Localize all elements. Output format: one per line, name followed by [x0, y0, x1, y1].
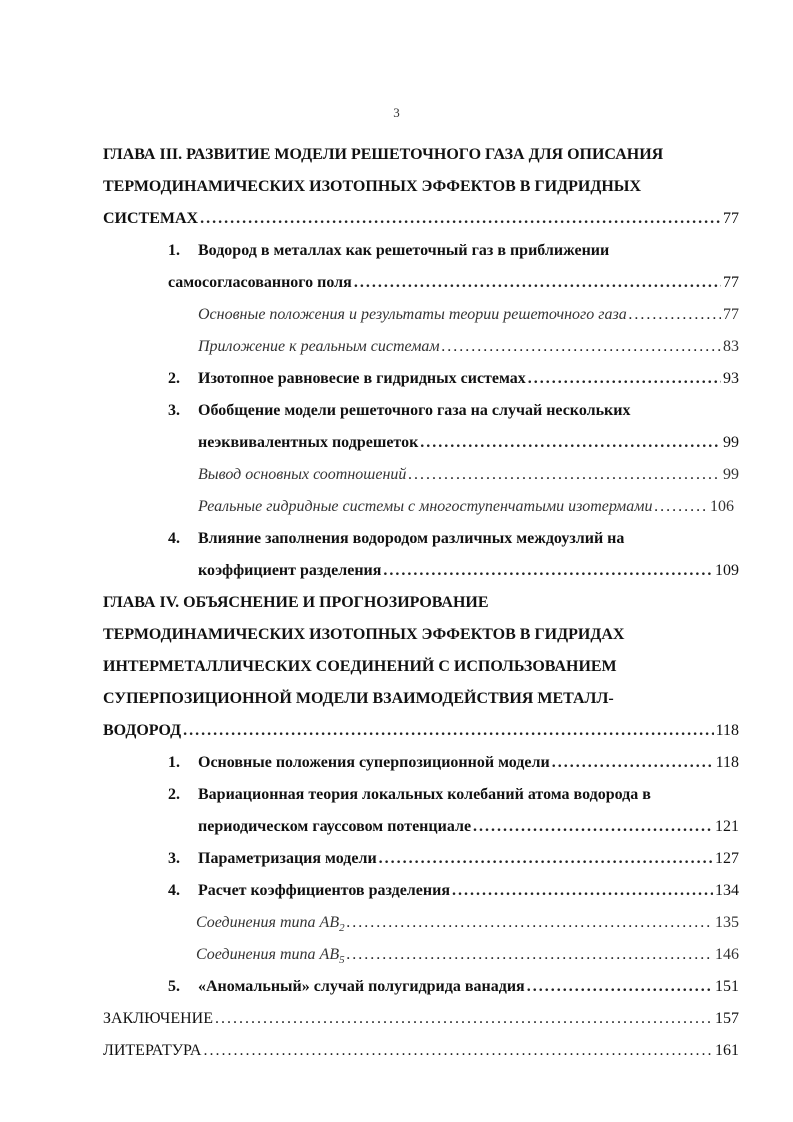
leader-dots: [183, 721, 713, 741]
leader-dots: [527, 977, 713, 997]
page-ref: 146: [715, 946, 739, 963]
section-title: «Аномальный» случай полугидрида ванадия: [198, 978, 525, 995]
chapter-4-title-line-1: ГЛАВА IV. ОБЪЯСНЕНИЕ И ПРОГНОЗИРОВАНИЕ: [103, 594, 489, 611]
leader-dots: [347, 945, 713, 965]
leader-dots: [629, 305, 721, 325]
section-3-1-entry[interactable]: [168, 273, 739, 293]
section-number: 3.: [168, 850, 180, 867]
page-ref: 121: [715, 818, 739, 835]
section-3-2-entry[interactable]: [168, 369, 739, 389]
leader-dots: [442, 337, 721, 357]
subsection-3-3-a[interactable]: [198, 465, 739, 485]
page-ref: 99: [723, 466, 739, 483]
leader-dots: [203, 1041, 713, 1061]
chapter-4-title-line-4: СУПЕРПОЗИЦИОННОЙ МОДЕЛИ ВЗАИМОДЕЙСТВИЯ МЕТАЛЛ-: [103, 690, 614, 707]
section-3-3-entry[interactable]: [198, 433, 739, 453]
subsection-title: Приложение к реальным системам: [198, 338, 440, 355]
leader-dots: [452, 881, 713, 901]
page-ref: 127: [715, 850, 739, 867]
section-4-1-entry[interactable]: [168, 753, 739, 773]
section-title: Параметризация модели: [198, 850, 377, 867]
literature-entry[interactable]: [103, 1041, 739, 1061]
leader-dots: [379, 849, 713, 869]
section-number: 2.: [168, 370, 180, 387]
section-number: 2.: [168, 786, 180, 803]
chapter-3-title-line-1: ГЛАВА III. РАЗВИТИЕ МОДЕЛИ РЕШЕТОЧНОГО ГАЗА ДЛЯ ОПИСАНИЯ: [103, 146, 664, 163]
page-ref: 93: [723, 370, 739, 387]
section-title-line-2: периодическом гауссовом потенциале: [198, 818, 472, 835]
page-ref: 157: [715, 1010, 739, 1027]
section-number: 3.: [168, 402, 180, 419]
subsection-3-3-b[interactable]: [198, 497, 734, 517]
subsection-4-4-a[interactable]: [196, 913, 739, 938]
section-number: 4.: [168, 882, 180, 899]
section-4-5-entry[interactable]: [168, 977, 739, 997]
subsection-title: Соединения типа AB: [196, 946, 340, 963]
page-ref: 77: [723, 274, 739, 291]
subsection-title: Основные положения и результаты теории решеточного газа: [198, 306, 627, 323]
leader-dots: [200, 209, 721, 229]
section-number: 5.: [168, 978, 180, 995]
subsection-title: Реальные гидридные системы с многоступенчатыми изотермами: [198, 498, 653, 515]
page-ref: 77: [723, 210, 739, 227]
page-ref: 83: [723, 338, 739, 355]
section-3-1-title-line-1: [168, 241, 609, 261]
page-ref: 77: [723, 306, 739, 323]
section-4-3-entry[interactable]: [168, 849, 739, 869]
section-4-4-entry[interactable]: [168, 881, 739, 901]
section-title: Основные положения суперпозиционной модели: [198, 754, 550, 771]
subsection-4-4-b[interactable]: [196, 945, 739, 970]
section-3-3-title-line-1: [168, 401, 630, 421]
page-ref: 161: [715, 1042, 739, 1059]
page-ref: 118: [715, 722, 739, 739]
section-number: 4.: [168, 530, 180, 547]
page-ref: 99: [723, 434, 739, 451]
subscript: 5: [339, 954, 345, 967]
leader-dots: [528, 369, 721, 389]
section-title-line-2: коэффициент разделения: [198, 562, 382, 579]
leader-dots: [420, 433, 721, 453]
section-title-line-2: неэквивалентных подрешеток: [198, 434, 419, 451]
page-ref: 118: [715, 754, 739, 771]
page-ref: 151: [715, 978, 739, 995]
section-title: Влияние заполнения водородом различных междоузлий на: [198, 530, 625, 547]
chapter-4-title-line-5: ВОДОРОД: [103, 722, 182, 739]
conclusion-entry[interactable]: [103, 1009, 739, 1029]
section-title: Обобщение модели решеточного газа на случай нескольких: [198, 402, 631, 419]
subsection-3-1-b[interactable]: [198, 337, 739, 357]
section-title: Изотопное равновесие в гидридных системах: [198, 370, 526, 387]
page-ref: 109: [715, 562, 739, 579]
section-3-4-title-line-1: [168, 529, 624, 549]
section-title: Вариационная теория локальных колебаний атома водорода в: [198, 786, 651, 803]
section-title-line-2: самосогласованного поля: [168, 274, 352, 291]
subsection-title: Вывод основных соотношений: [198, 466, 407, 483]
page-number: 3: [393, 105, 400, 120]
section-3-4-entry[interactable]: [198, 561, 739, 581]
conclusion-title: ЗАКЛЮЧЕНИЕ: [103, 1010, 213, 1027]
chapter-3-title-line-2: ТЕРМОДИНАМИЧЕСКИХ ИЗОТОПНЫХ ЭФФЕКТОВ В ГИДРИДНЫХ: [103, 178, 642, 195]
literature-title: ЛИТЕРАТУРА: [103, 1042, 202, 1059]
leader-dots: [354, 273, 721, 293]
chapter-4-title-line-3: ИНТЕРМЕТАЛЛИЧЕСКИХ СОЕДИНЕНИЙ С ИСПОЛЬЗОВАНИЕМ: [103, 658, 617, 675]
section-4-2-title-line-1: [168, 785, 651, 805]
subscript: 2: [339, 922, 345, 935]
leader-dots: [383, 561, 713, 581]
page-ref: 106: [710, 498, 734, 515]
section-title: Водород в металлах как решеточный газ в приближении: [198, 242, 610, 259]
chapter-3-entry[interactable]: [103, 209, 739, 229]
chapter-3-title-line-3: СИСТЕМАХ: [103, 210, 199, 227]
leader-dots: [215, 1009, 713, 1029]
leader-dots: [654, 497, 708, 517]
leader-dots: [347, 913, 713, 933]
section-number: 1.: [168, 242, 180, 259]
leader-dots: [552, 753, 714, 773]
chapter-4-title-line-2: ТЕРМОДИНАМИЧЕСКИХ ИЗОТОПНЫХ ЭФФЕКТОВ В ГИДРИДАХ: [103, 626, 625, 643]
section-4-2-entry[interactable]: [198, 817, 739, 837]
page-ref: 135: [715, 914, 739, 931]
subsection-title: Соединения типа AB: [196, 914, 340, 931]
leader-dots: [473, 817, 713, 837]
page-ref: 134: [715, 882, 739, 899]
section-number: 1.: [168, 754, 180, 771]
section-title: Расчет коэффициентов разделения: [198, 882, 450, 899]
chapter-4-entry[interactable]: [103, 721, 739, 741]
subsection-3-1-a[interactable]: [198, 305, 739, 325]
leader-dots: [408, 465, 721, 485]
